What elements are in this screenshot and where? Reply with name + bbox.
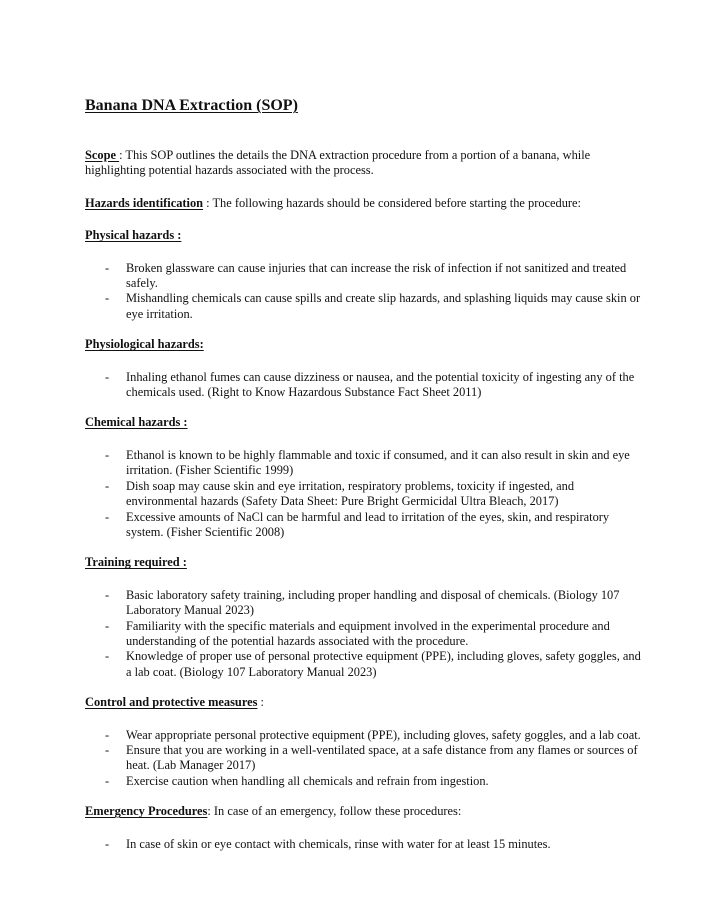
emergency-procedures-label: Emergency Procedures: [85, 804, 208, 819]
list-item: [85, 370, 645, 401]
chemical-hazards-heading: Chemical hazards :: [85, 415, 188, 430]
list-item-text: Knowledge of proper use of personal protective equipment (PPE), including gloves, safety goggles, and a lab coat. (Biology 107 Laboratory Manual 2023): [126, 649, 641, 679]
list-item-text: Mishandling chemicals can cause spills and create slip hazards, and splashing liquids may cause skin or eye irritation.: [126, 291, 641, 321]
training-required-heading: Training required :: [85, 555, 187, 570]
control-measures-heading: Control and protective measures: [85, 695, 258, 710]
list-item: [85, 510, 645, 541]
list-item: [85, 743, 645, 774]
training-required-list: [85, 588, 645, 680]
bullet-dash: -: [105, 447, 110, 462]
bullet-dash: -: [105, 369, 110, 384]
hazards-identification-paragraph: [85, 196, 645, 211]
bullet-dash: -: [105, 727, 110, 742]
document-page: [85, 96, 645, 867]
emergency-procedures-paragraph: [85, 804, 645, 819]
list-item: [85, 837, 645, 852]
bullet-dash: -: [105, 836, 110, 851]
hazards-identification-text: : The following hazards should be considered before starting the procedure:: [203, 195, 581, 210]
bullet-dash: -: [105, 649, 110, 664]
list-item: [85, 479, 645, 510]
physiological-hazards-heading: Physiological hazards:: [85, 337, 204, 352]
scope-label: Scope: [85, 148, 120, 162]
list-item: [85, 261, 645, 292]
list-item-text: In case of skin or eye contact with chemicals, rinse with water for at least 15 minutes.: [126, 836, 551, 851]
list-item-text: Familiarity with the specific materials and equipment involved in the experimental procedure and understanding of the potential hazards associated with the procedure.: [126, 618, 610, 648]
list-item-text: Basic laboratory safety training, including proper handling and disposal of chemicals. (Biology 107 Laboratory Manual 2023): [126, 587, 620, 618]
training-required-section: [85, 555, 645, 570]
list-item: [85, 448, 645, 479]
list-item: [85, 649, 645, 680]
physiological-hazards-list: [85, 370, 645, 401]
bullet-dash: -: [105, 618, 110, 633]
hazards-identification-label: Hazards identification: [85, 195, 204, 210]
bullet-dash: -: [105, 291, 110, 306]
list-item: [85, 588, 645, 619]
list-item: [85, 619, 645, 650]
emergency-procedures-list: [85, 837, 645, 852]
list-item-text: Exercise caution when handling all chemicals and refrain from ingestion.: [126, 773, 489, 788]
chemical-hazards-section: [85, 415, 645, 430]
emergency-procedures-text: : In case of an emergency, follow these procedures:: [207, 804, 462, 819]
chemical-hazards-list: [85, 448, 645, 540]
control-measures-section: [85, 695, 645, 710]
list-item: [85, 728, 645, 743]
document-title: Banana DNA Extraction (SOP): [85, 97, 298, 114]
scope-paragraph: [85, 148, 645, 179]
list-item-text: Ensure that you are working in a well-ventilated space, at a safe distance from any flames or sources of heat. (Lab Manager 2017): [126, 742, 638, 773]
control-measures-list: [85, 728, 645, 790]
list-item-text: Wear appropriate personal protective equipment (PPE), including gloves, safety goggles, and a lab coat.: [126, 727, 641, 742]
physical-hazards-heading: Physical hazards :: [85, 228, 182, 243]
physiological-hazards-section: [85, 337, 645, 352]
list-item: [85, 774, 645, 789]
list-item-text: Broken glassware can cause injuries that can increase the risk of infection if not sanitized and treated safely.: [126, 260, 627, 291]
bullet-dash: -: [105, 260, 110, 275]
list-item-text: Ethanol is known to be highly flammable and toxic if consumed, and it can also result in skin and eye irritation. (Fisher Scientific 1999): [126, 447, 630, 478]
list-item-text: Dish soap may cause skin and eye irritation, respiratory problems, toxicity if ingested, and environmental hazards (Safety Data Sheet: Pure Bright Germicidal Ultra Bleach, 2017): [126, 478, 575, 509]
physical-hazards-section: [85, 228, 645, 243]
control-measures-heading-suffix: :: [257, 695, 264, 710]
list-item: [85, 291, 645, 322]
list-item-text: Excessive amounts of NaCl can be harmful and lead to irritation of the eyes, skin, and respiratory system. (Fisher Scientific 2008): [126, 509, 610, 539]
bullet-dash: -: [105, 587, 110, 602]
bullet-dash: -: [105, 509, 110, 524]
bullet-dash: -: [105, 478, 110, 493]
physical-hazards-list: [85, 261, 645, 323]
list-item-text: Inhaling ethanol fumes can cause dizziness or nausea, and the potential toxicity of ingesting any of the chemicals used. (Right to Know Hazardous Substance Fact Sheet 2011): [126, 369, 635, 400]
scope-text: : This SOP outlines the details the DNA extraction procedure from a portion of a banana, while highlighting potential hazards associated with the process.: [85, 148, 591, 178]
bullet-dash: -: [105, 773, 110, 788]
bullet-dash: -: [105, 742, 110, 757]
